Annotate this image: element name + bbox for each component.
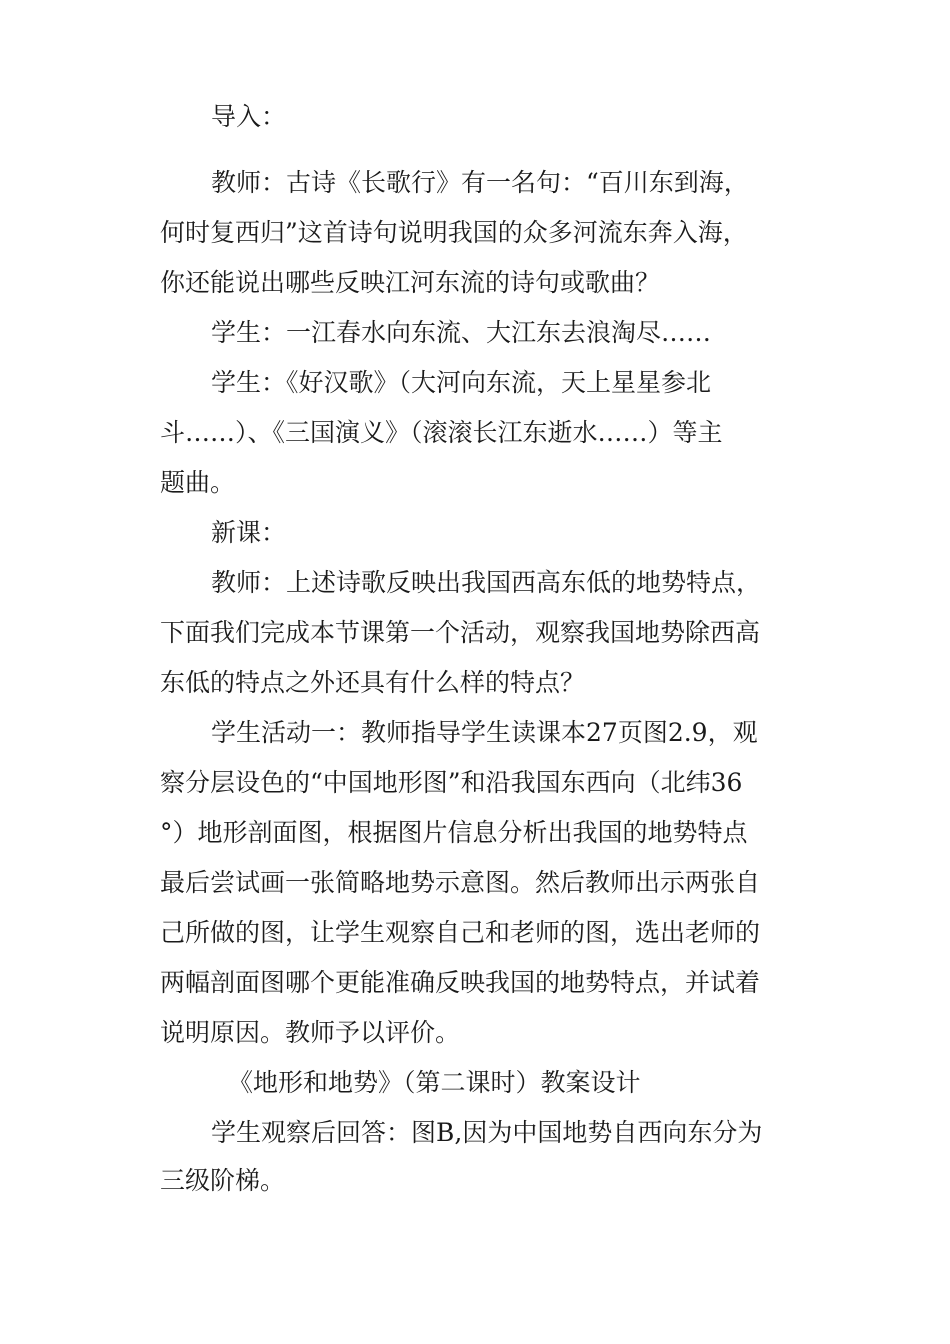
text-line: 己所做的图，让学生观察自己和老师的图，选出老师的	[160, 918, 761, 947]
text-line: 你还能说出哪些反映江河东流的诗句或歌曲？	[160, 268, 661, 297]
text-line: 题曲。	[160, 468, 236, 497]
text-line: 学生：《好汉歌》（大河向东流，天上星星参北	[211, 368, 712, 397]
text-line: 察分层设色的“中国地形图”和沿我国东西向（北纬36	[160, 768, 743, 797]
text-line: 下面我们完成本节课第一个活动，观察我国地势除西高	[160, 618, 761, 647]
heading-new-lesson: 新课：	[211, 518, 287, 547]
text-line: 学生：一江春水向东流、大江东去浪淘尽……	[211, 318, 712, 347]
section-title: 《地形和地势》（第二课时）教案设计	[228, 1068, 641, 1097]
text-line: 何时复西归”这首诗句说明我国的众多河流东奔入海，	[160, 218, 748, 247]
text-line: 学生活动一：教师指导学生读课本27页图2.9，观	[211, 718, 758, 747]
text-line: 三级阶梯。	[160, 1166, 286, 1195]
heading-intro: 导入：	[211, 102, 287, 131]
text-line: 东低的特点之外还具有什么样的特点？	[160, 668, 586, 697]
text-line: 教师：上述诗歌反映出我国西高东低的地势特点，	[211, 568, 762, 597]
text-line: 斗……）、《三国演义》（滚滚长江东逝水……）等主	[160, 418, 723, 447]
text-line: °）地形剖面图，根据图片信息分析出我国的地势特点	[160, 818, 748, 847]
text-line: 两幅剖面图哪个更能准确反映我国的地势特点，并试着	[160, 968, 761, 997]
text-line: 学生观察后回答：图B,因为中国地势自西向东分为	[211, 1118, 763, 1147]
text-line: 教师：古诗《长歌行》有一名句：“百川东到海，	[211, 168, 749, 197]
text-line: 最后尝试画一张简略地势示意图。然后教师出示两张自	[160, 868, 761, 897]
text-line: 说明原因。教师予以评价。	[160, 1018, 461, 1047]
